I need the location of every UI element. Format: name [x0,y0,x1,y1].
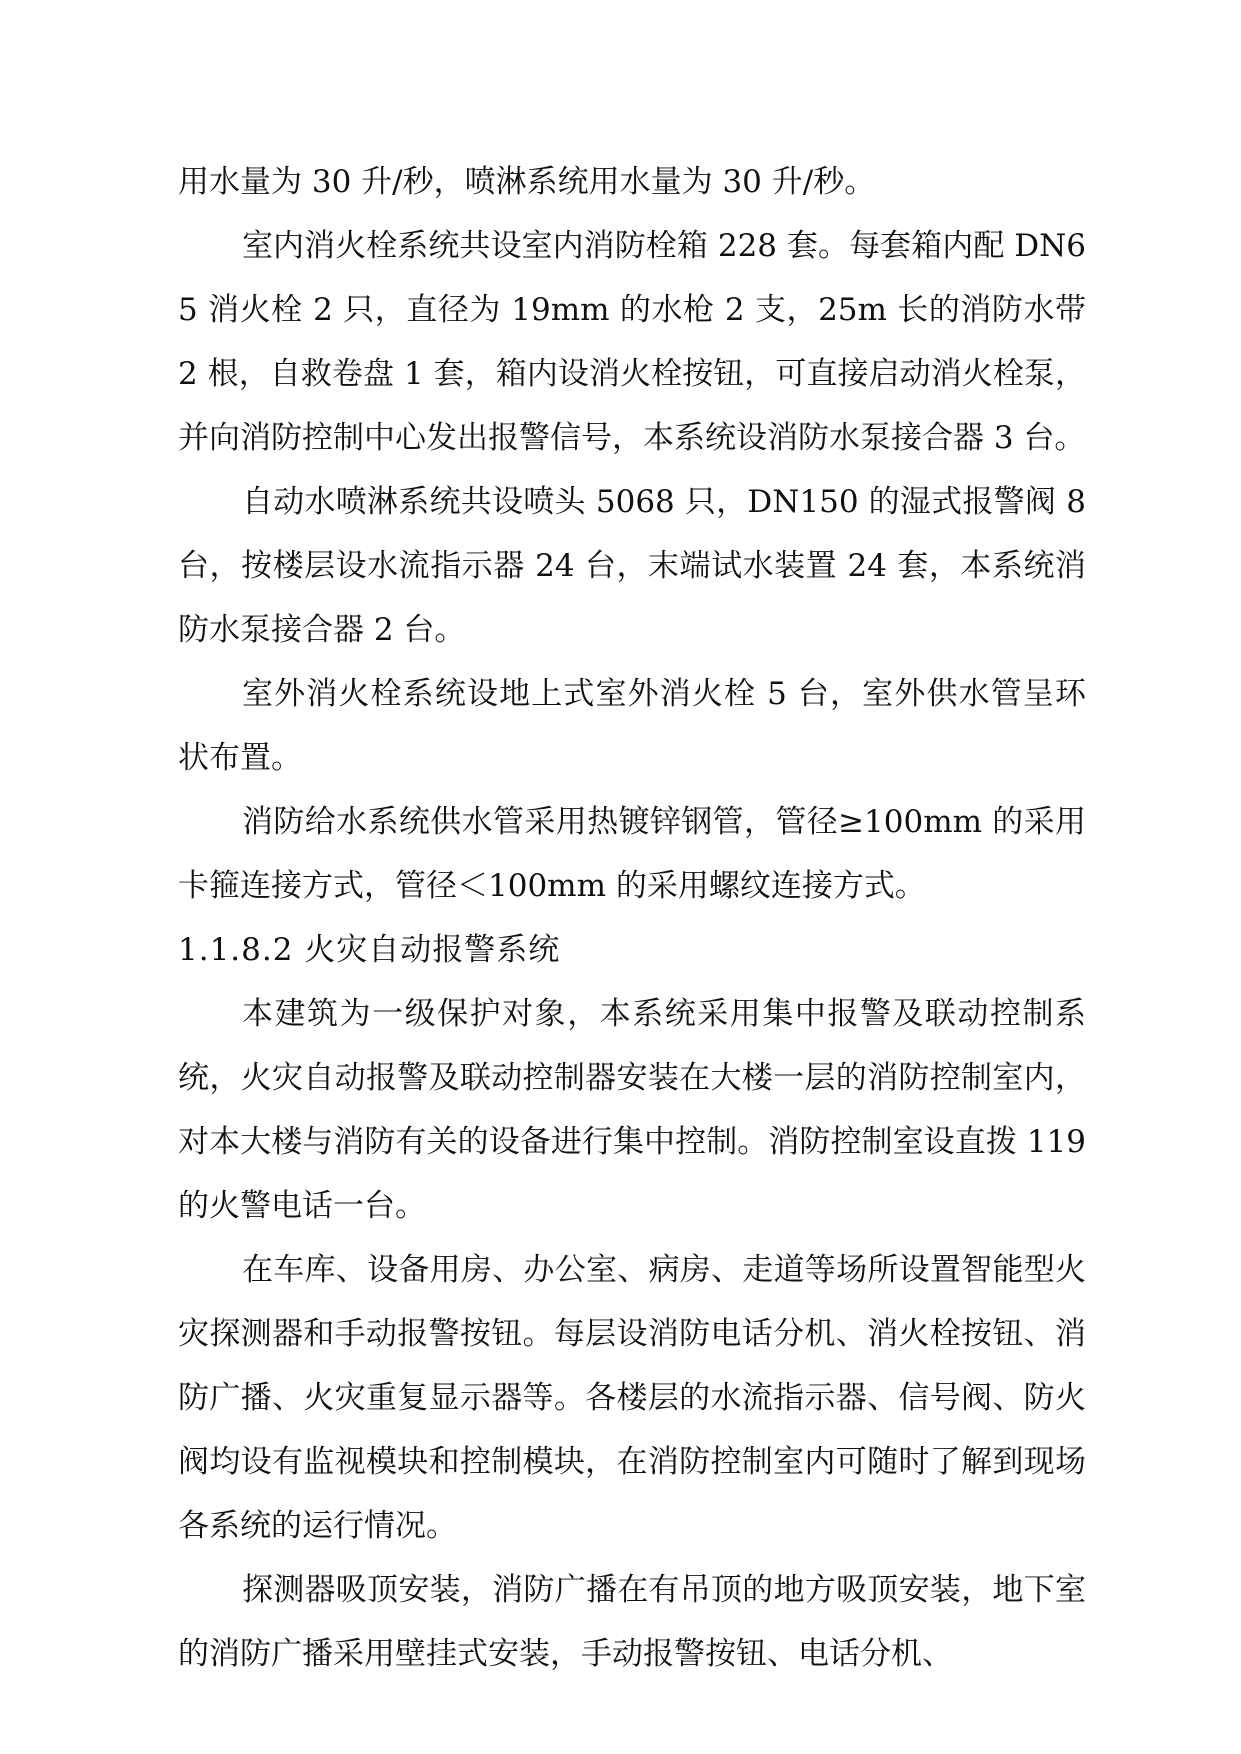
paragraph-indoor-hydrant: 室内消火栓系统共设室内消防栓箱 228 套。每套箱内配 DN65 消火栓 2 只，直径为 19mm 的水枪 2 支，25m 长的消防水带 2 根，自救卷盘 1 套，箱内设消火栓按钮，可直接启动消火栓泵，并向消防控制中心发出报警信号，本系统设消防水泵接合器 3 台。 [178,228,1086,456]
paragraph-alarm-system: 本建筑为一级保护对象，本系统采用集中报警及联动控制系统，火灾自动报警及联动控制器安装在大楼一层的消防控制室内，对本大楼与消防有关的设备进行集中控制。消防控制室设直拨 119 的火警电话一台。 [178,996,1086,1224]
paragraph-water-demand: 用水量为 30 升/秒，喷淋系统用水量为 30 升/秒。 [178,164,876,200]
paragraph-detectors: 在车库、设备用房、办公室、病房、走道等场所设置智能型火灾探测器和手动报警按钮。每层设消防电话分机、消火栓按钮、消防广播、火灾重复显示器等。各楼层的水流指示器、信号阀、防火阀均设有监视模块和控制模块，在消防控制室内可随时了解到现场各系统的运行情况。 [178,1252,1086,1544]
paragraph-supply-pipe: 消防给水系统供水管采用热镀锌钢管，管径≥100mm 的采用卡箍连接方式，管径＜100mm 的采用螺纹连接方式。 [178,804,1086,904]
paragraph-outdoor-hydrant: 室外消火栓系统设地上式室外消火栓 5 台，室外供水管呈环状布置。 [178,676,1086,776]
section-heading: 1.1.8.2 火灾自动报警系统 [178,932,561,968]
paragraph-sprinkler: 自动水喷淋系统共设喷头 5068 只，DN150 的湿式报警阀 8 台，按楼层设水流指示器 24 台，末端试水装置 24 套，本系统消防水泵接合器 2 台。 [178,484,1086,648]
paragraph-installation: 探测器吸顶安装，消防广播在有吊顶的地方吸顶安装，地下室的消防广播采用壁挂式安装，手动报警按钮、电话分机、 [178,1572,1086,1672]
document-page [178,150,1086,1686]
